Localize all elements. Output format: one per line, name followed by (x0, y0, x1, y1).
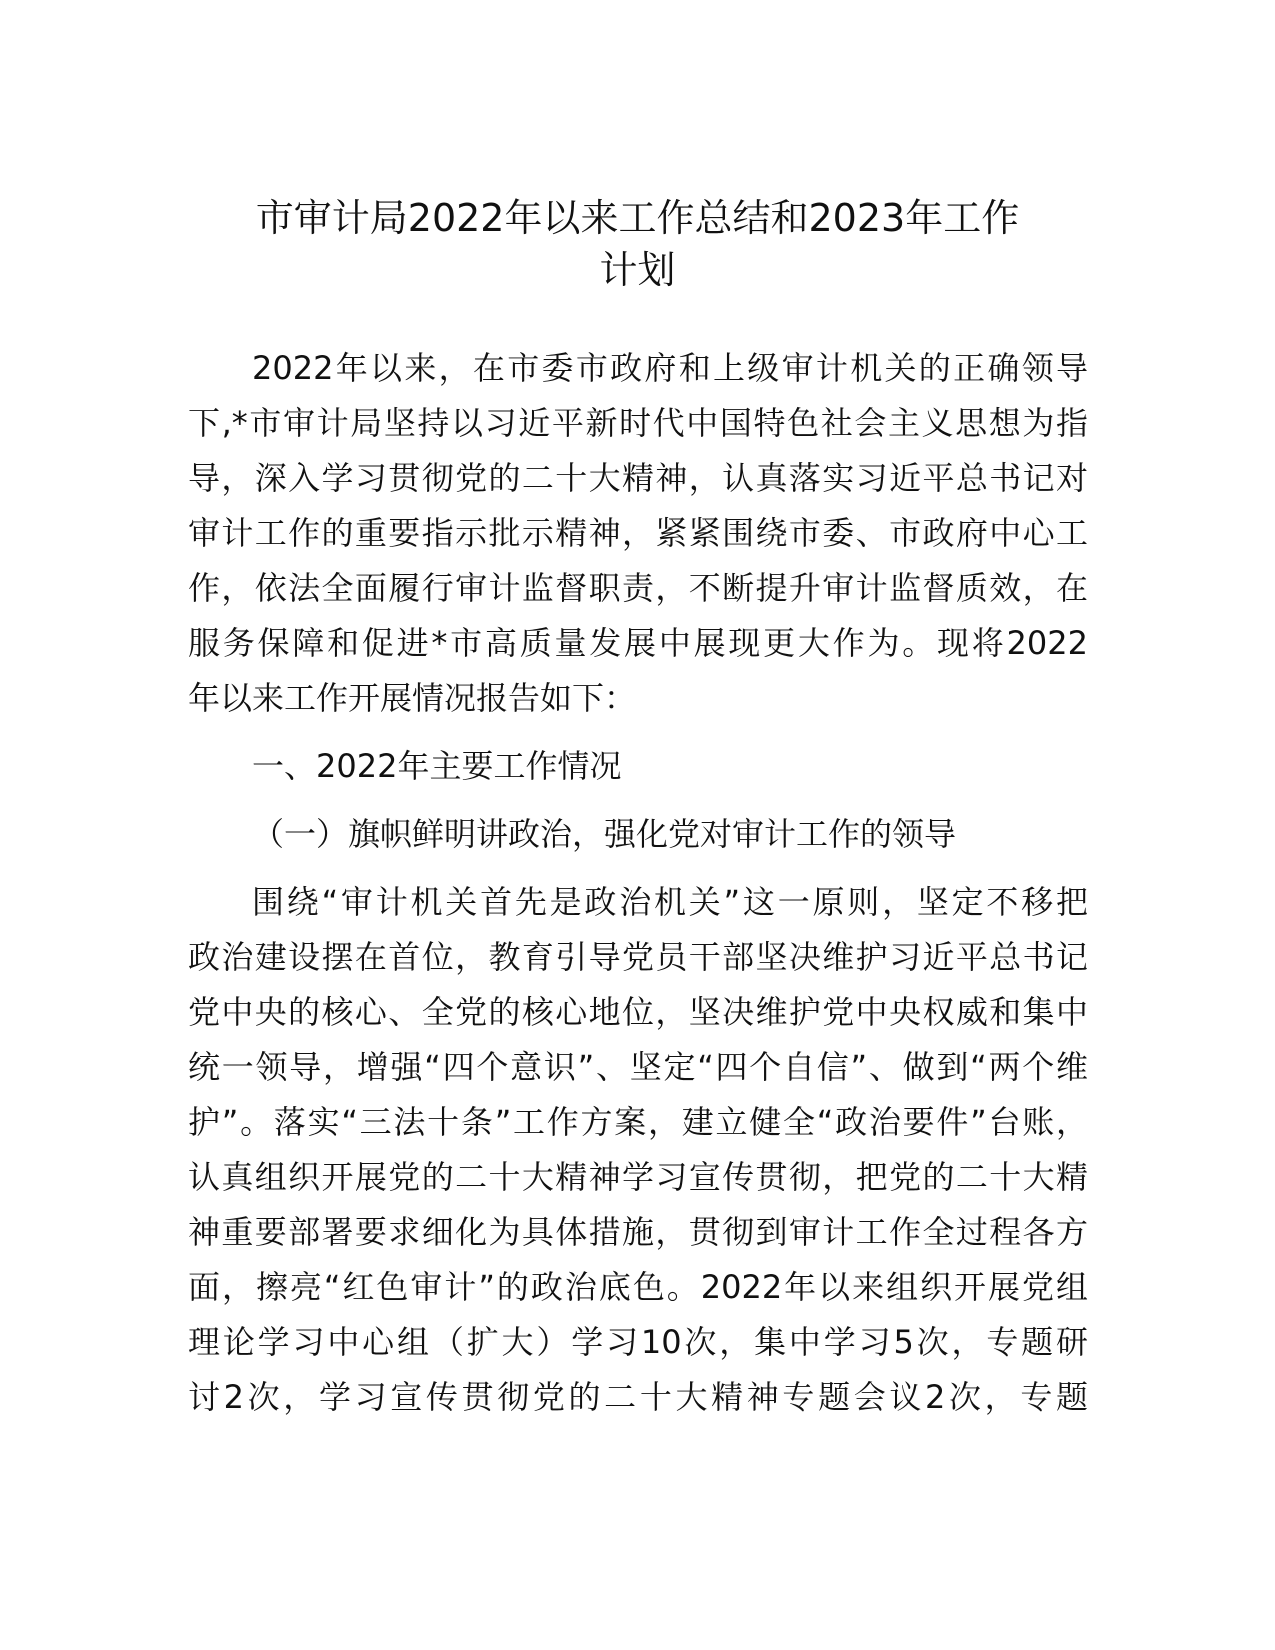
paragraph2-line: 统一领导，增强“四个意识”、坚定“四个自信”、做到“两个维 (188, 1048, 1088, 1086)
subsection-heading-1: （一）旗帜鲜明讲政治，强化党对审计工作的领导 (252, 815, 957, 853)
paragraph1-line: 作，依法全面履行审计监督职责，不断提升审计监督质效，在 (188, 569, 1088, 607)
section-heading-1: 一、2022年主要工作情况 (252, 747, 622, 785)
paragraph2-line: 护”。落实“三法十条”工作方案，建立健全“政治要件”台账， (188, 1103, 1088, 1141)
paragraph2-line: 理论学习中心组（扩大）学习10次，集中学习5次，专题研 (188, 1323, 1088, 1361)
document-title-line-1: 市审计局2022年以来工作总结和2023年工作 (255, 196, 1020, 240)
paragraph1-line: 审计工作的重要指示批示精神，紧紧围绕市委、市政府中心工 (188, 514, 1088, 552)
paragraph2-line: 面，擦亮“红色审计”的政治底色。2022年以来组织开展党组 (188, 1268, 1088, 1306)
paragraph2-line: 神重要部署要求细化为具体措施，贯彻到审计工作全过程各方 (188, 1213, 1088, 1251)
paragraph1-line: 导，深入学习贯彻党的二十大精神，认真落实习近平总书记对 (188, 459, 1088, 497)
paragraph2-line: 讨2次，学习宣传贯彻党的二十大精神专题会议2次，专题 (188, 1378, 1088, 1416)
paragraph1-line: 服务保障和促进*市高质量发展中展现更大作为。现将2022 (188, 624, 1088, 662)
paragraph1-line: 下,*市审计局坚持以习近平新时代中国特色社会主义思想为指 (188, 404, 1088, 442)
paragraph2-line: 党中央的核心、全党的核心地位，坚决维护党中央权威和集中 (188, 993, 1088, 1031)
document-title-line-2: 计划 (599, 248, 676, 292)
paragraph2-line: 认真组织开展党的二十大精神学习宣传贯彻，把党的二十大精 (188, 1158, 1088, 1196)
paragraph1-line: 2022年以来，在市委市政府和上级审计机关的正确领导 (252, 349, 1088, 387)
paragraph2-line: 政治建设摆在首位，教育引导党员干部坚决维护习近平总书记 (188, 938, 1088, 976)
paragraph1-line: 年以来工作开展情况报告如下： (188, 679, 637, 717)
paragraph2-line: 围绕“审计机关首先是政治机关”这一原则，坚定不移把 (252, 883, 1088, 921)
